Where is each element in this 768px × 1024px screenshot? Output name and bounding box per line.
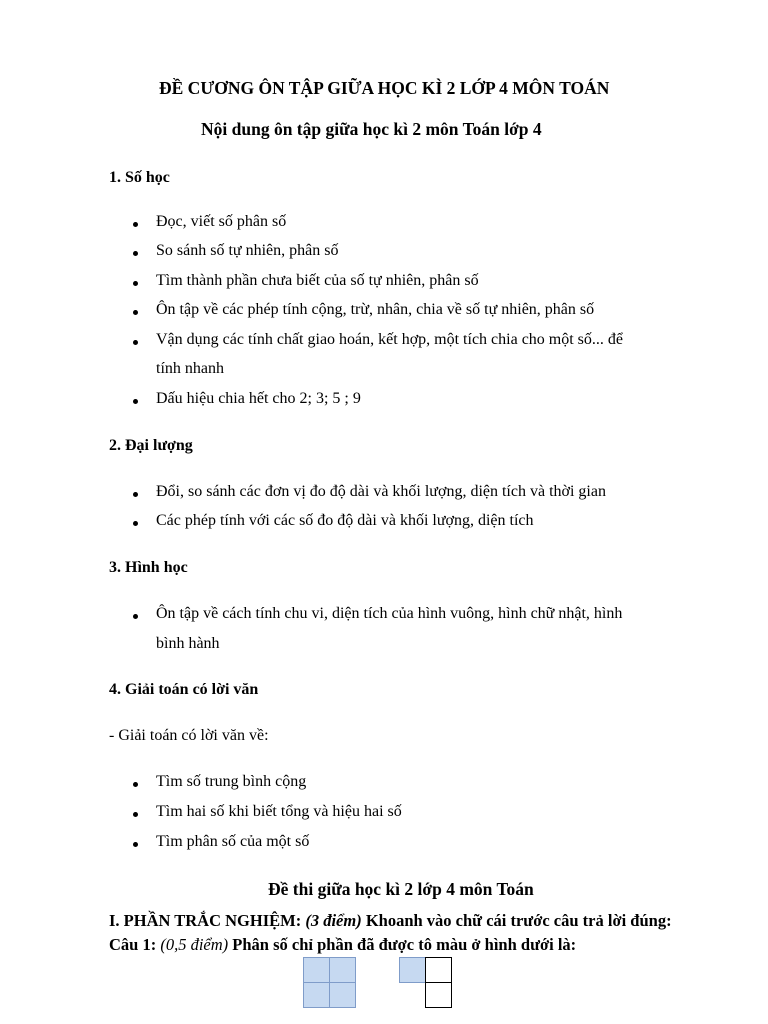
exam-title: Đề thi giữa học kì 2 lớp 4 môn Toán — [268, 879, 534, 899]
section-heading-so-hoc: 1. Số học — [109, 169, 170, 186]
bullet-icon — [133, 310, 138, 315]
bullet-icon — [133, 521, 138, 526]
list-item: So sánh số tự nhiên, phân số — [156, 242, 339, 259]
bullet-icon — [133, 399, 138, 404]
list-item: Đọc, viết số phân số — [156, 213, 287, 230]
list-item: Đổi, so sánh các đơn vị đo độ dài và khối lượng, diện tích và thời gian — [156, 483, 606, 500]
shaded-cell — [303, 982, 330, 1008]
bullet-icon — [133, 222, 138, 227]
document-title: ĐỀ CƯƠNG ÔN TẬP GIỮA HỌC KÌ 2 LỚP 4 MÔN TOÁN — [159, 78, 610, 98]
bullet-icon — [133, 251, 138, 256]
list-item: Vận dụng các tính chất giao hoán, kết hợp, một tích chia cho một số... để — [156, 331, 624, 348]
shaded-cell — [329, 957, 356, 983]
shaded-cell — [399, 957, 426, 983]
part-1-instruction: Khoanh vào chữ cái trước câu trả lời đúng: — [365, 911, 672, 930]
section-heading-hinh-hoc: 3. Hình học — [109, 559, 188, 576]
part-1-label: I. PHẦN TRẮC NGHIỆM: — [109, 911, 302, 930]
empty-cell — [425, 982, 452, 1008]
question-1-label: Câu 1: — [109, 935, 157, 954]
list-item: Tìm thành phần chưa biết của số tự nhiên, phân số — [156, 272, 479, 289]
bullet-icon — [133, 492, 138, 497]
list-item: Ôn tập về các phép tính cộng, trừ, nhân, chia về số tự nhiên, phân số — [156, 301, 595, 318]
question-1-points: (0,5 điểm) — [160, 935, 229, 954]
section-heading-giai-toan: 4. Giải toán có lời văn — [109, 681, 259, 698]
list-item: Tìm số trung bình cộng — [156, 773, 307, 790]
section-heading-dai-luong: 2. Đại lượng — [109, 437, 193, 454]
shaded-cell — [303, 957, 330, 983]
fraction-figure-right — [399, 957, 451, 1007]
list-item-continuation: tính nhanh — [156, 360, 224, 377]
section-intro: - Giải toán có lời văn về: — [109, 727, 269, 744]
bullet-icon — [133, 340, 138, 345]
list-item: Ôn tập về cách tính chu vi, diện tích của hình vuông, hình chữ nhật, hình — [156, 605, 623, 622]
bullet-icon — [133, 281, 138, 286]
bullet-icon — [133, 812, 138, 817]
question-1-text: Phân số chỉ phần đã được tô màu ở hình dưới là: — [232, 935, 577, 954]
list-item: Dấu hiệu chia hết cho 2; 3; 5 ; 9 — [156, 390, 361, 407]
bullet-icon — [133, 614, 138, 619]
fraction-figure-left — [303, 957, 355, 1007]
shaded-cell — [329, 982, 356, 1008]
document-subtitle: Nội dung ôn tập giữa học kì 2 môn Toán lớp 4 — [201, 119, 542, 139]
list-item: Tìm phân số của một số — [156, 833, 310, 850]
list-item: Các phép tính với các số đo độ dài và khối lượng, diện tích — [156, 512, 534, 529]
list-item-continuation: bình hành — [156, 635, 220, 652]
empty-cell — [425, 957, 452, 983]
part-1-line — [109, 911, 672, 931]
part-1-points: (3 điểm) — [305, 911, 362, 930]
list-item: Tìm hai số khi biết tổng và hiệu hai số — [156, 803, 402, 820]
bullet-icon — [133, 842, 138, 847]
question-1-line — [109, 935, 576, 955]
bullet-icon — [133, 782, 138, 787]
